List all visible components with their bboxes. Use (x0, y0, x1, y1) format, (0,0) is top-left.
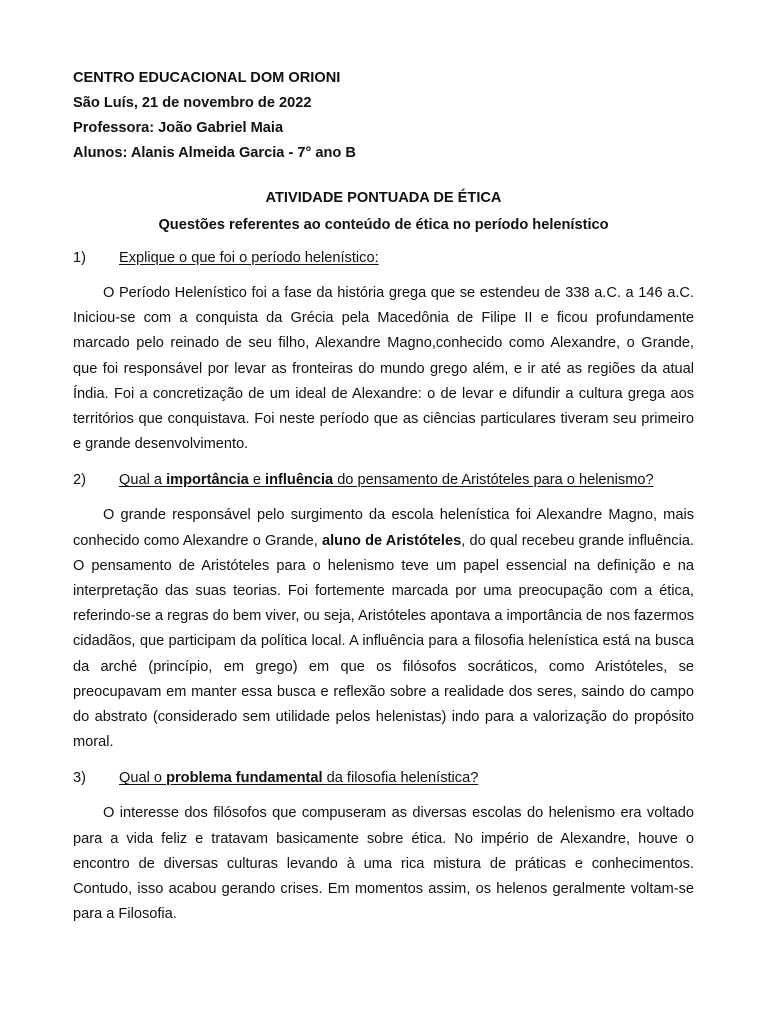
question-3 (73, 766, 694, 791)
document-subtitle: Questões referentes ao conteúdo de ética no período helenístico (158, 217, 609, 233)
school-name: CENTRO EDUCACIONAL DOM ORIONI (73, 70, 341, 86)
question-number: 3) (73, 770, 86, 787)
question-emphasis: problema fundamental (166, 770, 323, 787)
question-1 (73, 246, 694, 271)
question-text (119, 766, 478, 791)
document-title: ATIVIDADE PONTUADA DE ÉTICA (265, 190, 502, 206)
date-line: São Luís, 21 de novembro de 2022 (73, 95, 312, 111)
students-line: Alunos: Alanis Almeida Garcia - 7° ano B (73, 145, 356, 161)
answer-text-part: O grande responsável pelo surgimento da escola helenística foi Alexandre Magno, mais conhecido como Alexandre o Grande, (73, 507, 694, 549)
answer-emphasis: aluno de Aristóteles (321, 532, 462, 549)
teacher-line: Professora: João Gabriel Maia (73, 120, 284, 136)
question-2 (73, 468, 694, 493)
document-page (73, 66, 694, 927)
question-text-part: Qual a (119, 472, 167, 489)
answer-2 (73, 503, 694, 755)
question-text-part: da filosofia helenística? (322, 770, 479, 787)
question-emphasis: importância (166, 472, 249, 489)
question-text-part: e (248, 472, 266, 489)
question-text (119, 468, 654, 493)
question-text-part: do pensamento de Aristóteles para o helenismo? (333, 472, 654, 489)
answer-1: O Período Helenístico foi a fase da história grega que se estendeu de 338 a.C. a 146 a.C. Iniciou-se com a conquista da Grécia pela Macedônia de Filipe II e ficou profundamente marcado pelo reinado de seu filho, Alexandre Magno,conhecido como Alexandre, o Grande, que foi responsável por levar as fronteiras do mundo grego além, e ir até as regiões da atual Índia. Foi a concretização de um ideal de Alexandre: o de levar e difundir a cultura grega aos territórios que conquistava. Foi neste período que as ciências particulares tiveram seu primeiro e grande desenvolvimento. (73, 285, 694, 453)
question-text-part: Qual o (119, 770, 167, 787)
answer-3: O interesse dos filósofos que compuseram as diversas escolas do helenismo era voltado para a vida feliz e tratavam basicamente sobre ética. No império de Alexandre, houve o encontro de diversas culturas levando à uma rica mistura de práticas e conhecimentos. Contudo, isso acabou gerando crises. Em momentos assim, os helenos geralmente voltam-se para a Filosofia. (73, 805, 694, 923)
question-emphasis: influência (265, 472, 334, 489)
question-text: Explique o que foi o período helenístico: (119, 250, 379, 266)
question-number: 2) (73, 472, 86, 489)
question-number: 1) (73, 250, 86, 266)
answer-text-part: , do qual recebeu grande influência. O pensamento de Aristóteles para o helenismo teve um papel essencial na definição e na interpretação das suas teorias. Foi fortemente marcada por uma preocupação com a ética, referindo-se a regras do bem viver, ou seja, Aristóteles apontava a importância de nos fazermos cidadãos, que participam da política local. A influência para a filosofia helenística está na busca da arché (princípio, em grego) em que os filósofos socráticos, como Aristóteles, se preocupavam em manter essa busca e reflexão sobre a realidade dos seres, saindo do campo do abstrato (considerado sem utilidade pelos helenistas) indo para a valorização do propósito moral. (73, 532, 694, 751)
